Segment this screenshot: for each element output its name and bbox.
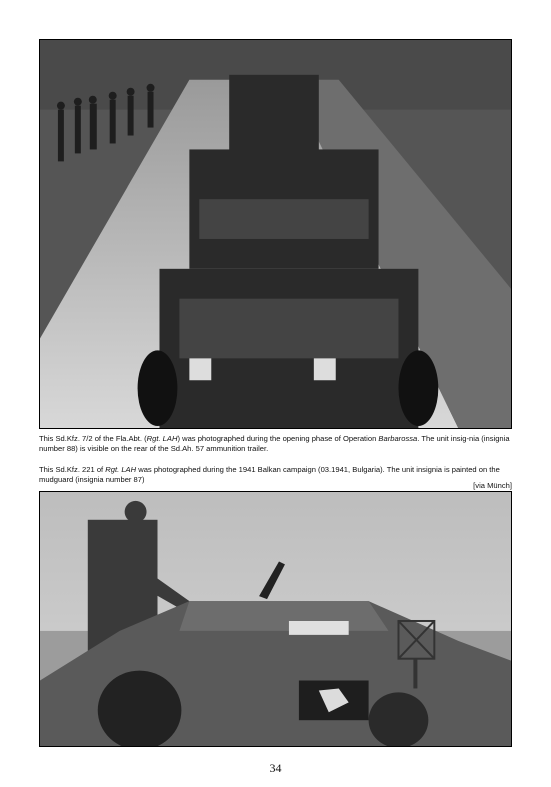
photo-sdkfz-221 [39, 491, 512, 747]
caption-1-operation: Barbarossa [378, 434, 418, 443]
caption-1-text-e: . The unit insig-nia (insignia number 88) is visible on the rear of the Sd.Ah. 57 ammunition trailer. [39, 434, 510, 453]
caption-2-text-c: was photographed during the 1941 Balkan campaign (03.1941, Bulgaria). The unit insignia is painted on the mudguard (insignia number 87) [39, 465, 500, 484]
caption-1-text-a: This Sd.Kfz. 7/2 of the Fla.Abt. ( [39, 434, 147, 443]
photo-sdkfz-7-2 [39, 39, 512, 429]
caption-photo-1 [39, 434, 512, 454]
caption-2-unit: Rgt. LAH [105, 465, 137, 474]
caption-1-text-c: ) was photographed during the opening phase of Operation [177, 434, 379, 443]
caption-photo-2 [39, 465, 512, 485]
page-number: 34 [269, 761, 282, 775]
photo-sdkfz-7-2-image [40, 40, 511, 428]
photo-credit: [via Münch] [473, 481, 512, 490]
caption-1-unit: Rgt. LAH [146, 434, 178, 443]
photo-sdkfz-221-image [40, 492, 511, 746]
caption-2-text-a: This Sd.Kfz. 221 of [39, 465, 106, 474]
